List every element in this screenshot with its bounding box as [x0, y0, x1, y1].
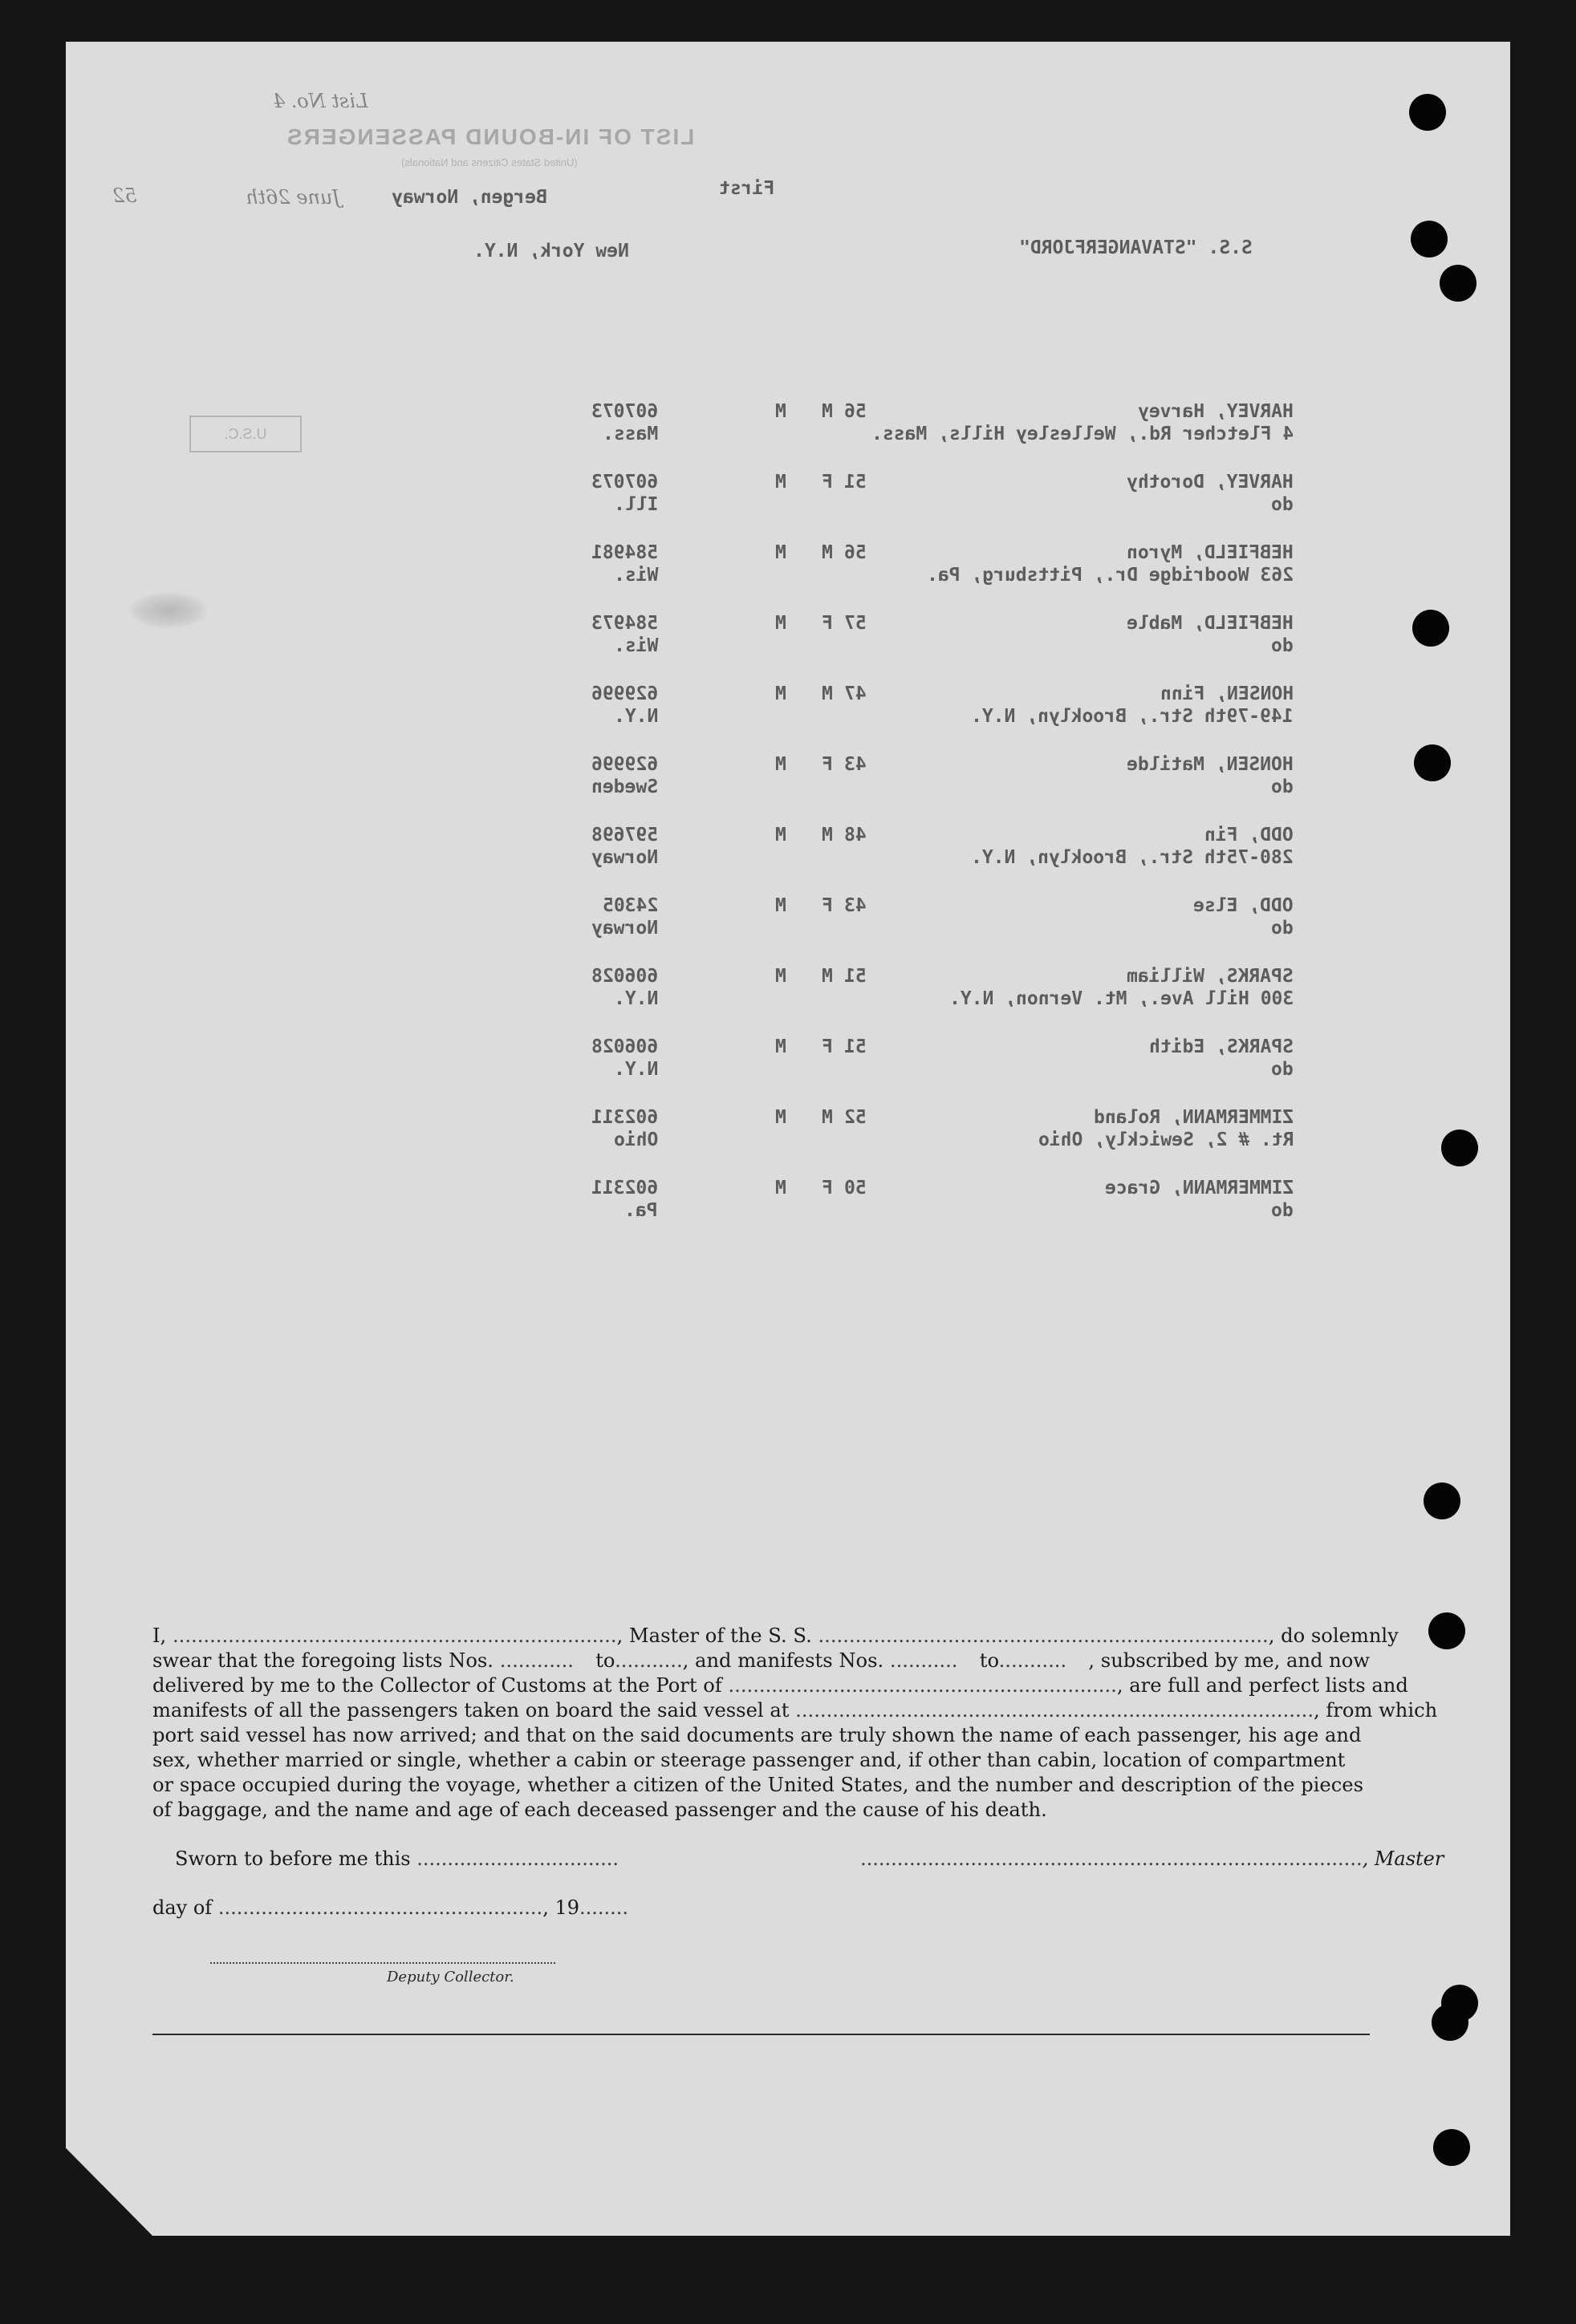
passenger-place: Norway: [591, 918, 658, 939]
passenger-address: do: [1271, 777, 1294, 797]
manifest-title: LIST OF IN-BOUND PASSENGERS: [286, 124, 695, 149]
passenger-name: HONSEN, Finn: [1160, 683, 1294, 704]
sworn-label: Sworn to before me this: [175, 1847, 411, 1870]
passenger-sex: M: [822, 542, 833, 563]
passenger-age: 52: [844, 1107, 867, 1128]
passenger-marital: M: [775, 1178, 786, 1199]
ink-smudge: [128, 592, 209, 629]
passenger-address: do: [1271, 635, 1294, 656]
passenger-address: 149-79th Str., Brooklyn, N.Y.: [971, 706, 1294, 727]
punch-hole: [1441, 1130, 1478, 1166]
oath-line: I, ........................................................................ , Master of the S. S. ......................................................................... , do solemnly: [152, 1624, 1399, 1647]
passenger-name: ODD, Fin: [1204, 825, 1294, 846]
oath-text: swear that the foregoing lists Nos.: [152, 1649, 494, 1672]
passenger-place: Ohio: [613, 1130, 658, 1150]
passenger-marital: M: [775, 1107, 786, 1128]
punch-hole: [1432, 2004, 1468, 2041]
passenger-age: 43: [844, 754, 867, 775]
passenger-age: 56: [844, 542, 867, 563]
passenger-age: 47: [844, 683, 867, 704]
passenger-name: HARVEY, Dorothy: [1127, 472, 1294, 493]
passenger-marital: M: [775, 825, 786, 846]
passenger-address: 4 Fletcher Rd., Wellesley Hills, Mass.: [871, 424, 1294, 444]
sworn-line: Sworn to before me this .................................: [175, 1847, 619, 1870]
arrival-port: New York, N.Y.: [473, 241, 629, 262]
punch-hole: [1414, 744, 1451, 781]
oath-text: to: [979, 1649, 999, 1672]
punch-hole: [1411, 221, 1448, 258]
passenger-marital: M: [775, 401, 786, 422]
passenger-name: SPARKS, William: [1127, 966, 1294, 987]
oath-line: sex, whether married or single, whether a cabin or steerage passenger and, if other than cabin, location of compartment: [152, 1749, 1346, 1771]
vessel-name: S.S. "STAVANGERFJORD": [1019, 237, 1253, 258]
oath-text: , Master of the S. S.: [616, 1624, 812, 1647]
deputy-signature-line: [210, 1962, 555, 1964]
departure-port: Bergen, Norway: [392, 187, 547, 208]
passenger-place: N.Y.: [613, 1059, 658, 1080]
passenger-address: do: [1271, 1200, 1294, 1221]
list-no-value: 4: [273, 90, 286, 112]
passenger-sex: F: [822, 895, 833, 916]
passenger-place: Ill.: [613, 494, 658, 515]
passenger-sex: M: [822, 683, 833, 704]
oath-text: , are full and perfect lists and: [1116, 1674, 1408, 1697]
passenger-name: HARVEY, Harvey: [1138, 401, 1294, 422]
passenger-place: Mass.: [602, 424, 658, 444]
passenger-address: Rt. # 2, Sewickly, Ohio: [1038, 1130, 1294, 1150]
oath-text: delivered by me to the Collector of Customs at the Port of: [152, 1674, 722, 1697]
master-signature-line: .................................................................................., Master: [860, 1847, 1444, 1870]
passenger-number: 602311: [591, 1107, 658, 1128]
oath-text: to: [595, 1649, 615, 1672]
passenger-age: 50: [844, 1178, 867, 1199]
departure-date: June 26th: [246, 186, 341, 209]
passenger-sex: F: [822, 613, 833, 634]
passenger-marital: M: [775, 895, 786, 916]
master-label: , Master: [1362, 1847, 1444, 1870]
passenger-age: 43: [844, 895, 867, 916]
day-of-label: day of: [152, 1896, 213, 1919]
passenger-marital: M: [775, 1036, 786, 1057]
passenger-number: 602311: [591, 1178, 658, 1199]
passenger-marital: M: [775, 966, 786, 987]
passenger-number: 607073: [591, 472, 658, 493]
list-number: [273, 90, 368, 112]
passenger-age: 48: [844, 825, 867, 846]
oath-text: , from which: [1314, 1699, 1438, 1722]
oath-text: , subscribed by me, and now: [1088, 1649, 1370, 1672]
class-field: First: [719, 178, 775, 199]
passenger-sex: F: [822, 1178, 833, 1199]
year-label: , 19: [542, 1896, 579, 1919]
oath-line: swear that the foregoing lists Nos. ............ to..........., and manifests Nos. ........... to........... , subscribed by me, and now: [152, 1649, 1370, 1672]
oath-line: manifests of all the passengers taken on board the said vessel at .................................................................................... , from which: [152, 1699, 1438, 1722]
passenger-age: 51: [844, 1036, 867, 1057]
passenger-name: HEBFIELD, Myron: [1127, 542, 1294, 563]
passenger-place: N.Y.: [613, 706, 658, 727]
oath-text: manifests of all the passengers taken on board the said vessel at: [152, 1699, 790, 1722]
passenger-sex: F: [822, 754, 833, 775]
passenger-name: HEBFIELD, Mable: [1127, 613, 1294, 634]
passenger-marital: M: [775, 613, 786, 634]
passenger-marital: M: [775, 472, 786, 493]
passenger-place: Pa.: [624, 1200, 658, 1221]
passenger-address: 280-75th Str., Brooklyn, N.Y.: [971, 847, 1294, 868]
passenger-age: 51: [844, 472, 867, 493]
passenger-address: do: [1271, 494, 1294, 515]
passenger-place: Sweden: [591, 777, 658, 797]
passenger-sex: M: [822, 401, 833, 422]
oath-text: I,: [152, 1624, 167, 1647]
passenger-place: Wis.: [613, 635, 658, 656]
passenger-name: ZIMMERMANN, Grace: [1104, 1178, 1294, 1199]
passenger-number: 629996: [591, 754, 658, 775]
stamp-box: U.S.C.: [189, 416, 302, 452]
passenger-name: ZIMMERMANN, Roland: [1093, 1107, 1294, 1128]
passenger-number: 24305: [602, 895, 658, 916]
departure-year: 52: [112, 185, 137, 207]
oath-line: of baggage, and the name and age of each deceased passenger and the cause of his death.: [152, 1799, 1047, 1821]
day-of-line: day of ....................................................., 19........: [152, 1896, 629, 1919]
passenger-number: 606028: [591, 966, 658, 987]
passenger-marital: M: [775, 542, 786, 563]
oath-line: or space occupied during the voyage, whether a citizen of the United States, and the number and description of the pieces: [152, 1774, 1363, 1796]
passenger-age: 51: [844, 966, 867, 987]
list-no-label: List No.: [290, 90, 368, 112]
oath-text: , and manifests Nos.: [682, 1649, 884, 1672]
passenger-number: 629996: [591, 683, 658, 704]
bottom-rule: [152, 2034, 1370, 2035]
master-oath: [152, 1624, 1438, 1823]
passenger-address: 263 Woodridge Dr., Pittsburg, Pa.: [927, 565, 1294, 586]
passenger-sex: M: [822, 966, 833, 987]
passenger-number: 597698: [591, 825, 658, 846]
passenger-age: 57: [844, 613, 867, 634]
passenger-number: 584973: [591, 613, 658, 634]
punch-hole: [1424, 1482, 1460, 1519]
passenger-place: Norway: [591, 847, 658, 868]
passenger-name: SPARKS, Edith: [1148, 1036, 1294, 1057]
deputy-collector-label: Deputy Collector.: [387, 1969, 514, 1985]
passenger-number: 607073: [591, 401, 658, 422]
passenger-name: HONSEN, Matilde: [1127, 754, 1294, 775]
passenger-address: 300 Hill Ave., Mt. Vernon, N.Y.: [948, 988, 1294, 1009]
oath-line: delivered by me to the Collector of Customs at the Port of ............................................................... , are full and perfect lists and: [152, 1674, 1408, 1697]
oath-text: , do solemnly: [1268, 1624, 1399, 1647]
punch-hole: [1409, 94, 1446, 131]
punch-hole: [1433, 2129, 1470, 2166]
passenger-sex: F: [822, 1036, 833, 1057]
manifest-subtitle: (United States Citizens and Nationals): [401, 156, 578, 168]
passenger-sex: F: [822, 472, 833, 493]
passenger-address: do: [1271, 918, 1294, 939]
punch-hole: [1440, 265, 1476, 302]
passenger-number: 606028: [591, 1036, 658, 1057]
passenger-marital: M: [775, 683, 786, 704]
passenger-address: do: [1271, 1059, 1294, 1080]
punch-hole: [1412, 610, 1449, 647]
oath-line: port said vessel has now arrived; and that on the said documents are truly shown the name of each passenger, his age and: [152, 1724, 1362, 1746]
passenger-age: 56: [844, 401, 867, 422]
passenger-name: ODD, Else: [1193, 895, 1294, 916]
passenger-place: Wis.: [613, 565, 658, 586]
passenger-number: 584981: [591, 542, 658, 563]
passenger-sex: M: [822, 1107, 833, 1128]
passenger-marital: M: [775, 754, 786, 775]
passenger-place: N.Y.: [613, 988, 658, 1009]
punch-hole: [1428, 1612, 1465, 1649]
passenger-sex: M: [822, 825, 833, 846]
